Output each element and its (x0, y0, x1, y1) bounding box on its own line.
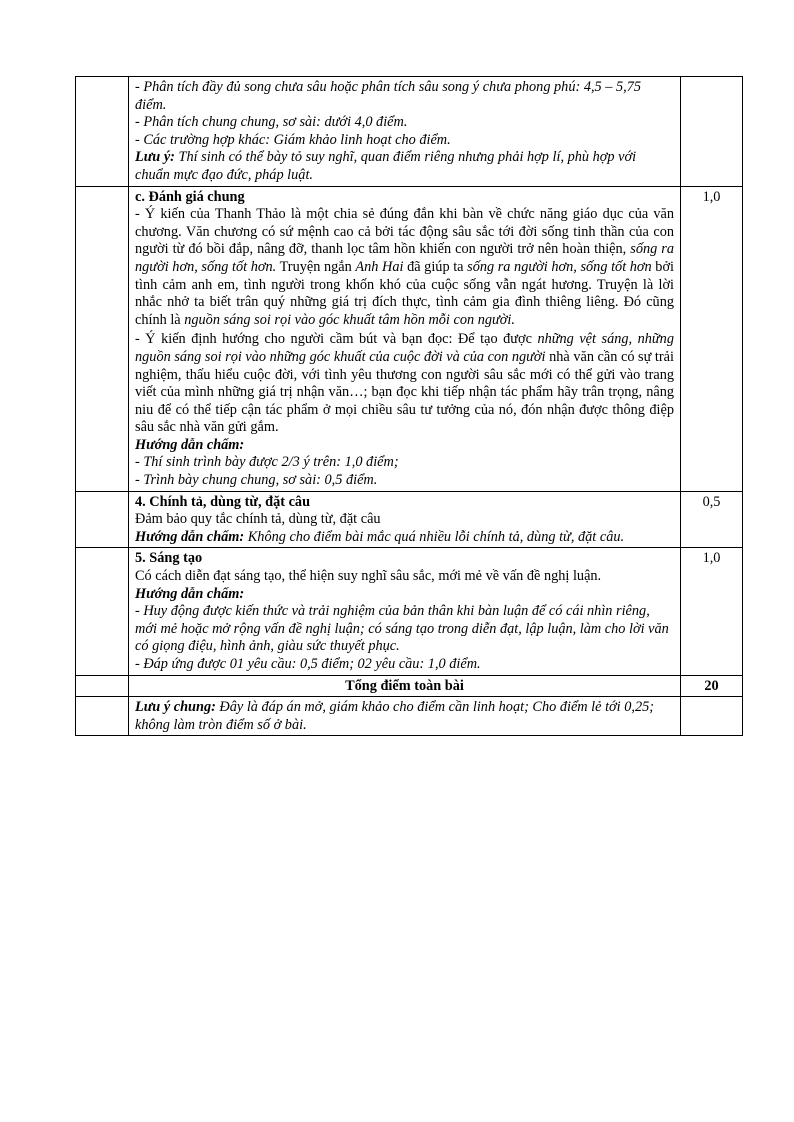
note-text: Thí sinh có thể bày tỏ suy nghĩ, quan điểm riêng nhưng phải hợp lí, phù hợp với chuẩn mực đạo đức, pháp luật. (135, 149, 637, 183)
table-row (76, 491, 743, 548)
guide-paragraph (135, 529, 674, 547)
text-run: bởi tình cảm anh em, tình người trong khốn khó của cuộc sống vẫn ngát hương. Truyện là lời nhắc nhở ta biết trân quý những giá trị đích thực, tình cảm gia đình thiêng liêng. Đó cũng chính là (135, 258, 674, 328)
criteria-heading: 5. Sáng tạo (135, 550, 203, 567)
criteria-text: Có cách diễn đạt sáng tạo, thể hiện suy nghĩ sâu sắc, mới mẻ về vấn đề nghị luận. (135, 568, 602, 585)
criteria-cell (129, 186, 681, 491)
text-run: Truyện ngắn (276, 258, 356, 275)
final-note-cell (129, 697, 681, 736)
criteria-cell (129, 491, 681, 548)
score-cell: 1,0 (681, 186, 743, 491)
section-cell (76, 548, 129, 675)
guide-line: - Thí sinh trình bày được 2/3 ý trên: 1,0 điểm; (135, 454, 399, 471)
criteria-line: - Các trường hợp khác: Giám khảo linh hoạt cho điểm. (135, 131, 451, 148)
guide-line: - Đáp ứng được 01 yêu cầu: 0,5 điểm; 02 yêu cầu: 1,0 điểm. (135, 656, 481, 672)
score-cell (681, 697, 743, 736)
criteria-paragraph (135, 331, 674, 437)
section-cell (76, 186, 129, 491)
total-score: 20 (681, 675, 743, 697)
guide-line: - Huy động được kiến thức và trải nghiệm của bản thân khi bàn luận để có cái nhìn riêng, mới mẻ hoặc mở rộng vấn đề nghị luận; có sáng tạo trong diễn đạt, lập luận, làm cho lời văn có giọng điệu, hình ảnh, giàu sức thuyết phục. (135, 603, 669, 655)
criteria-cell (129, 548, 681, 675)
guide-text: Không cho điểm bài mắc quá nhiều lỗi chính tả, dùng từ, đặt câu. (244, 528, 625, 545)
section-cell (76, 675, 129, 697)
guide-line: - Trình bày chung chung, sơ sài: 0,5 điểm. (135, 472, 378, 489)
total-label: Tổng điểm toàn bài (129, 675, 681, 697)
guide-label: Hướng dẫn chấm: (135, 436, 245, 453)
final-note-text: Đây là đáp án mở, giám khảo cho điểm cần linh hoạt; Cho điểm lẻ tới 0,25; không làm tròn điểm số ở bài. (135, 699, 655, 733)
criteria-paragraph (135, 206, 674, 329)
section-cell (76, 697, 129, 736)
text-run: - Ý kiến của Thanh Thảo là một chia sẻ đúng đắn khi bàn về chức năng giáo dục của văn chương. Văn chương có sứ mệnh cao cả bởi tác động sâu sắc tới đời sống tinh thần của con người từ đó bồi đắp, nâng đỡ, thanh lọc tâm hồn khiến con người trở nên hoàn thiện, (135, 206, 674, 258)
table-row (76, 697, 743, 736)
criteria-line: - Phân tích chung chung, sơ sài: dưới 4,0 điểm. (135, 114, 408, 131)
table-row (76, 548, 743, 675)
note-label: Lưu ý: (135, 149, 175, 166)
score-cell (681, 77, 743, 187)
table-row (76, 186, 743, 491)
text-run: những vệt sáng, những nguồn sáng soi rọi vào những góc khuất của cuộc đời và của con người (135, 331, 674, 365)
text-run: sống ra người hơn, sống tốt hơn (467, 258, 652, 275)
section-cell (76, 77, 129, 187)
text-run: nhà văn cần có sự trải nghiệm, thấu hiểu cuộc đời, với tình yêu thương con người sâu sắc mới có thể gửi vào trang viết của mình những giá trị nhận văn…; bạn đọc khi tiếp nhận tác phẩm hãy trân trọng, nâng niu để có thể tiếp cận tác phẩm ở mọi chiều sâu tư tưởng của nó, đón nhận được thông điệp sâu sắc nhà văn gửi gắm. (135, 348, 674, 436)
text-run: nguồn sáng soi rọi vào góc khuất tâm hồn mỗi con người. (184, 311, 515, 328)
text-run: đã giúp ta (403, 258, 468, 275)
criteria-heading: 4. Chính tả, dùng từ, đặt câu (135, 493, 311, 510)
total-row (76, 675, 743, 697)
guide-label: Hướng dẫn chấm: (135, 585, 245, 602)
criteria-heading: c. Đánh giá chung (135, 188, 245, 205)
text-run: sống ra người hơn, sống tốt hơn. (135, 241, 674, 275)
final-note-label: Lưu ý chung: (135, 699, 216, 716)
criteria-text: Đảm bảo quy tắc chính tả, dùng từ, đặt câu (135, 511, 381, 528)
guide-label: Hướng dẫn chấm: (135, 528, 245, 545)
text-run: Anh Hai (355, 258, 404, 275)
score-cell: 0,5 (681, 491, 743, 548)
table-row (76, 77, 743, 187)
score-cell: 1,0 (681, 548, 743, 675)
final-note (135, 699, 674, 734)
criteria-cell (129, 77, 681, 187)
criteria-line: - Phân tích đầy đủ song chưa sâu hoặc phân tích sâu song ý chưa phong phú: 4,5 – 5,75 điểm. (135, 79, 642, 113)
section-cell (76, 491, 129, 548)
note-paragraph (135, 149, 674, 184)
text-run: - Ý kiến định hướng cho người cầm bút và bạn đọc: Để tạo được (135, 331, 538, 348)
grading-table (75, 76, 743, 736)
